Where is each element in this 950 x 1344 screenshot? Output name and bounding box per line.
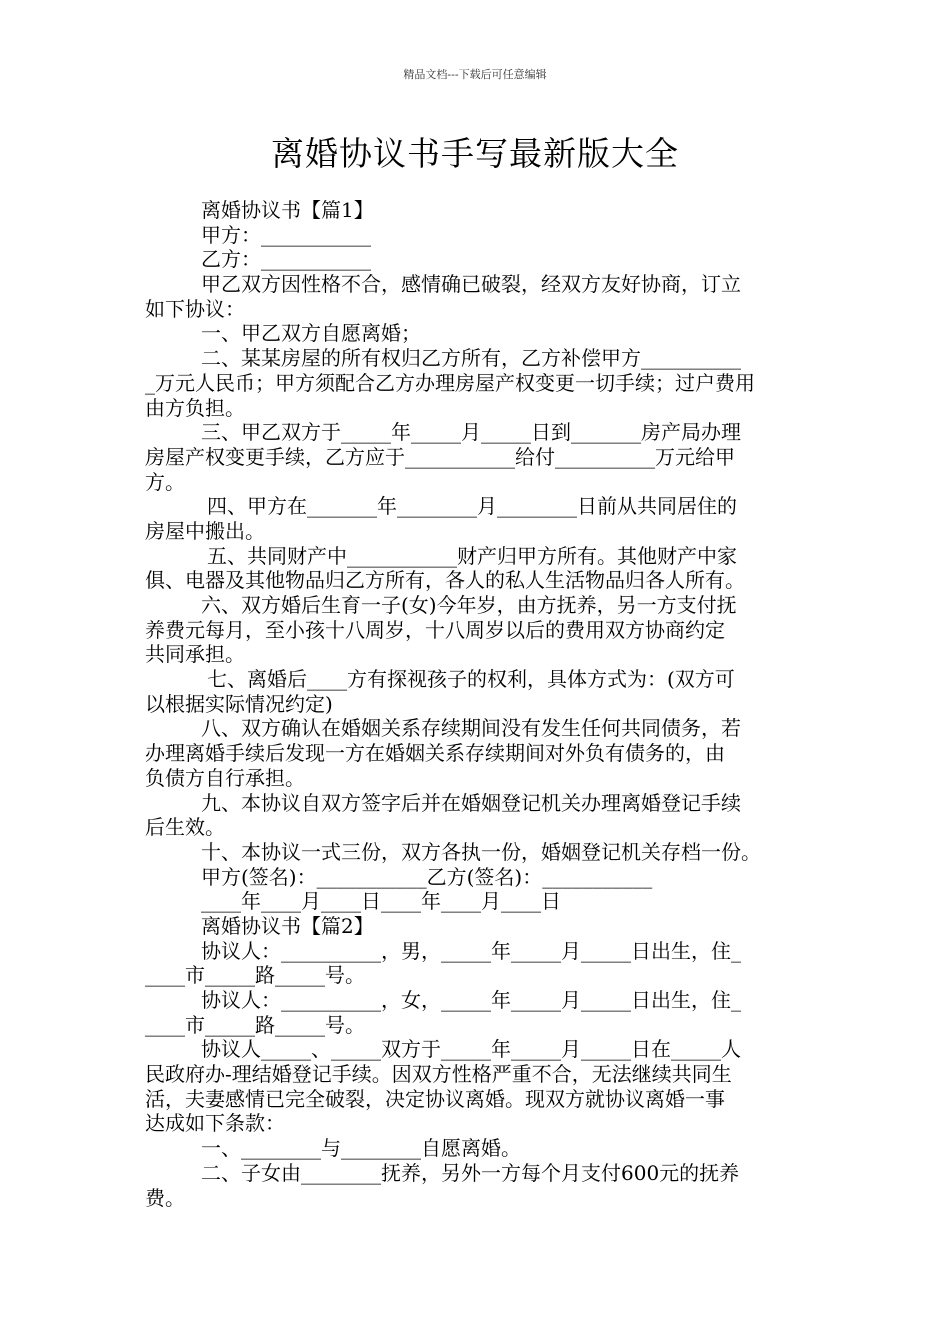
party-b-line: 乙方：___________ — [201, 247, 371, 272]
clause-line: 一、________与________自愿离婚。 — [201, 1136, 521, 1161]
clause-line: 费。 — [145, 1185, 185, 1210]
clause-line: 由方负担。 — [145, 395, 245, 420]
paragraph-line: 活，夫妻感情已完全破裂，决定协议离婚。现双方就协议离婚一事 — [145, 1086, 725, 1111]
clause-line: 俱、电器及其他物品归乙方所有，各人的私人生活物品归各人所有。 — [145, 568, 745, 593]
section-heading-1: 离婚协议书【篇1】 — [201, 198, 374, 222]
paragraph-line: 如下协议： — [145, 296, 245, 321]
party-a-line: 甲方：___________ — [201, 222, 371, 247]
document-title: 离婚协议书手写最新版大全 — [271, 134, 679, 173]
party-line: 协议人：__________，男，_____年_____月_____日出生，住_ — [201, 938, 741, 963]
clause-line: 后生效。 — [145, 815, 225, 840]
paragraph-line: 协议人_____、_____双方于_____年_____月_____日在_____人 — [201, 1037, 741, 1062]
clause-line: 养费元每月，至小孩十八周岁，十八周岁以后的费用双方协商约定 — [145, 617, 725, 642]
clause-line: 负债方自行承担。 — [145, 765, 305, 790]
page-header: 精品文档---下载后可任意编辑 — [403, 68, 547, 81]
section-heading-2: 离婚协议书【篇2】 — [201, 913, 374, 938]
paragraph-line: 甲乙双方因性格不合，感情确已破裂，经双方友好协商，订立 — [201, 272, 741, 297]
party-line: ____市_____路_____号。 — [145, 963, 365, 988]
clause-line: 三、甲乙双方于_____年_____月_____日到_______房产局办理 — [201, 420, 741, 445]
paragraph-line: 民政府办-理结婚登记手续。因双方性格严重不合，无法继续共同生 — [145, 1062, 732, 1087]
clause-line: 四、甲方在_______年________月________日前从共同居住的 — [207, 494, 737, 519]
paragraph-line: 达成如下条款： — [145, 1111, 285, 1136]
clause-line: 方。 — [145, 469, 185, 494]
party-line: ____市_____路_____号。 — [145, 1012, 365, 1037]
clause-line: 二、子女由________抚养，另外一方每个月支付600元的抚养 — [201, 1160, 740, 1185]
date-line: ____年____月____日____年____月____日 — [201, 889, 561, 914]
party-line: 协议人：__________，女，_____年_____月_____日出生，住_ — [201, 988, 741, 1012]
clause-line: 七、离婚后____方有探视孩子的权利，具体方式为：(双方可 — [207, 667, 735, 692]
clause-line: 二、某某房屋的所有权归乙方所有，乙方补偿甲方__________ — [201, 346, 741, 371]
signature-line: 甲方(签名)：___________乙方(签名)：___________ — [201, 864, 653, 889]
clause-line: 办理离婚手续后发现一方在婚姻关系存续期间对外负有债务的，由 — [145, 741, 725, 766]
clause-line: 一、甲乙双方自愿离婚； — [201, 321, 421, 346]
clause-line: 以根据实际情况约定) — [145, 691, 333, 716]
clause-line: _万元人民币；甲方须配合乙方办理房屋产权变更一切手续；过户费用 — [145, 370, 755, 395]
clause-line: 共同承担。 — [145, 642, 245, 667]
clause-line: 十、本协议一式三份，双方各执一份，婚姻登记机关存档一份。 — [201, 839, 761, 864]
clause-line: 房屋产权变更手续，乙方应于___________给付__________万元给甲 — [145, 444, 735, 469]
clause-line: 五、共同财产中___________财产归甲方所有。其他财产中家 — [207, 543, 737, 568]
clause-line: 房屋中搬出。 — [145, 518, 265, 543]
clause-line: 六、双方婚后生育一子(女)今年岁，由方抚养，另一方支付抚 — [201, 593, 737, 617]
clause-line: 八、双方确认在婚姻关系存续期间没有发生任何共同债务，若 — [201, 716, 741, 741]
clause-line: 九、本协议自双方签字后并在婚姻登记机关办理离婚登记手续 — [201, 790, 741, 815]
document-body — [145, 198, 810, 1210]
